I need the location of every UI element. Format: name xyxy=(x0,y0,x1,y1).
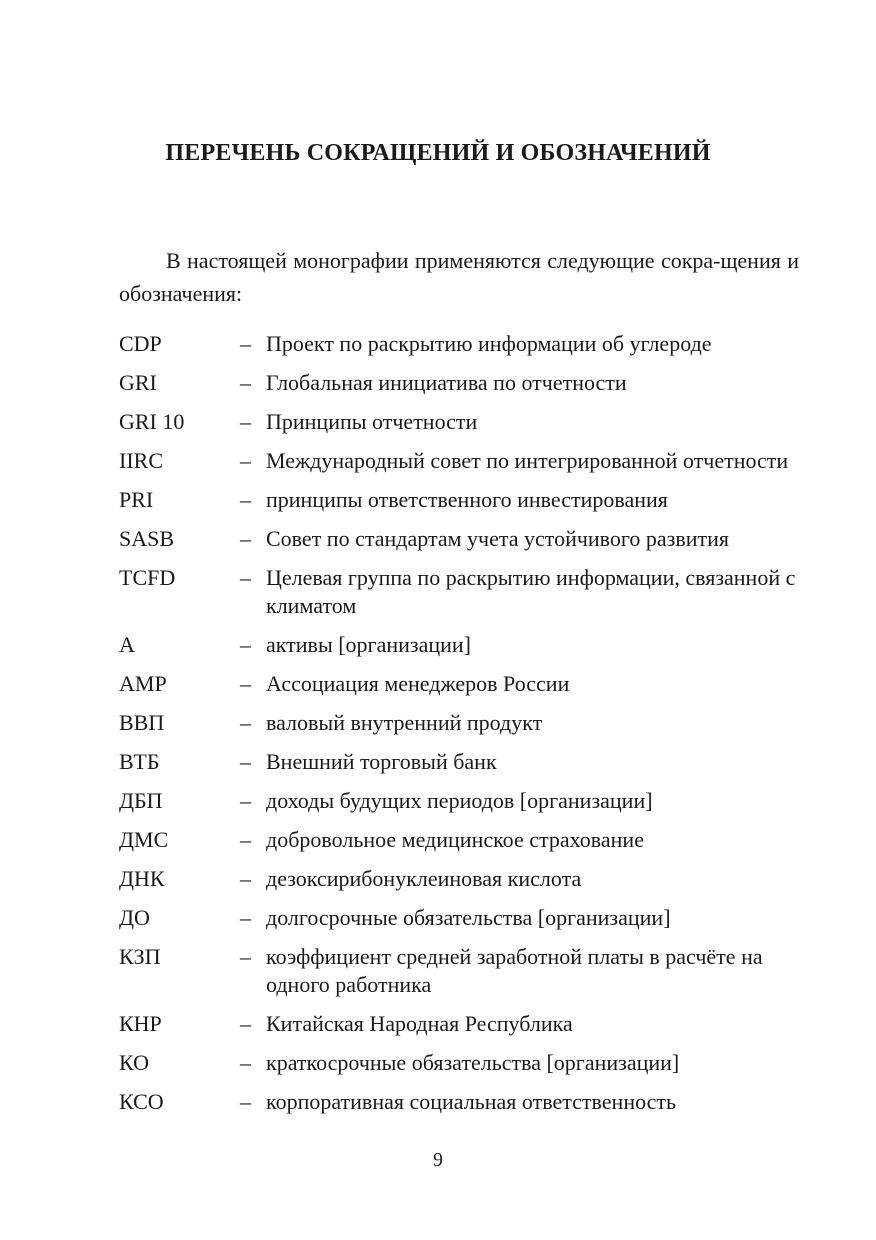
abbreviation-term: КНР xyxy=(119,1011,162,1036)
entry-dash: – xyxy=(240,487,251,512)
abbreviation-term: PRI xyxy=(119,487,154,512)
entry-dash: – xyxy=(240,448,251,473)
abbreviation-definition: коэффициент средней заработной платы в расчёте на одного работника xyxy=(266,944,763,997)
abbreviation-term: GRI xyxy=(119,370,157,395)
abbreviation-entry xyxy=(119,408,819,436)
abbreviation-term: ДБП xyxy=(119,788,163,813)
abbreviation-term: GRI 10 xyxy=(119,409,185,434)
abbreviation-term: КО xyxy=(119,1050,150,1075)
abbreviation-definition: Ассоциация менеджеров России xyxy=(266,671,570,696)
abbreviation-entry xyxy=(119,670,819,698)
abbreviation-definition: Целевая группа по раскрытию информации, связанной с климатом xyxy=(266,565,796,618)
entry-dash: – xyxy=(240,1050,251,1075)
abbreviation-entry xyxy=(119,709,819,737)
abbreviation-entry xyxy=(119,1010,819,1038)
abbreviation-definition: Международный совет по интегрированной отчетности xyxy=(266,448,789,473)
entry-dash: – xyxy=(240,866,251,891)
entry-dash: – xyxy=(240,710,251,735)
entry-dash: – xyxy=(240,409,251,434)
abbreviation-entry xyxy=(119,631,819,659)
abbreviation-entry xyxy=(119,943,819,999)
entry-dash: – xyxy=(240,827,251,852)
abbreviation-definition: доходы будущих периодов [организации] xyxy=(266,788,653,813)
intro-paragraph: В настоящей монографии применяются следующие сокра-щения и обозначения: xyxy=(119,248,799,306)
abbreviation-definition: дезоксирибонуклеиновая кислота xyxy=(266,866,582,891)
abbreviation-definition: валовый внутренний продукт xyxy=(266,710,543,735)
abbreviation-definition: активы [организации] xyxy=(266,632,471,657)
abbreviation-definition: Принципы отчетности xyxy=(266,409,478,434)
abbreviation-term: ДМС xyxy=(119,827,169,852)
abbreviation-definition: корпоративная социальная ответственность xyxy=(266,1089,677,1114)
abbreviation-definition: Проект по раскрытию информации об углероде xyxy=(266,331,712,356)
abbreviation-term: ДО xyxy=(119,905,150,930)
entry-dash: – xyxy=(240,1011,251,1036)
abbreviation-term: ДНК xyxy=(119,866,165,891)
abbreviation-entry xyxy=(119,865,819,893)
page-number: 9 xyxy=(433,1149,443,1171)
abbreviation-entry xyxy=(119,904,819,932)
entry-dash: – xyxy=(240,788,251,813)
abbreviation-term: TCFD xyxy=(119,565,176,590)
abbreviation-entry xyxy=(119,748,819,776)
abbreviation-term: А xyxy=(119,632,135,657)
abbreviation-definition: Совет по стандартам учета устойчивого развития xyxy=(266,526,730,551)
entry-dash: – xyxy=(240,632,251,657)
abbreviation-entry xyxy=(119,564,819,620)
abbreviation-definition: Внешний торговый банк xyxy=(266,749,497,774)
abbreviation-entry xyxy=(119,330,819,358)
entry-dash: – xyxy=(240,1089,251,1114)
abbreviation-definition: Глобальная инициатива по отчетности xyxy=(266,370,627,395)
abbreviation-entry xyxy=(119,447,819,475)
abbreviation-entry xyxy=(119,1049,819,1077)
entry-dash: – xyxy=(240,331,251,356)
entry-dash: – xyxy=(240,526,251,551)
abbreviation-definition: Китайская Народная Республика xyxy=(266,1011,573,1036)
abbreviation-entry xyxy=(119,525,819,553)
abbreviation-entry xyxy=(119,1088,819,1116)
abbreviation-term: КСО xyxy=(119,1089,164,1114)
abbreviation-term: ВТБ xyxy=(119,749,160,774)
abbreviation-definition: долгосрочные обязательства [организации] xyxy=(266,905,671,930)
abbreviation-term: SASB xyxy=(119,526,175,551)
entry-dash: – xyxy=(240,749,251,774)
entry-dash: – xyxy=(240,944,251,969)
abbreviation-list xyxy=(119,330,819,1127)
abbreviation-definition: краткосрочные обязательства [организации] xyxy=(266,1050,680,1075)
abbreviation-entry xyxy=(119,369,819,397)
abbreviation-entry xyxy=(119,787,819,815)
abbreviation-definition: принципы ответственного инвестирования xyxy=(266,487,668,512)
entry-dash: – xyxy=(240,370,251,395)
entry-dash: – xyxy=(240,671,251,696)
entry-dash: – xyxy=(240,565,251,590)
abbreviation-entry xyxy=(119,826,819,854)
abbreviation-term: IIRC xyxy=(119,448,163,473)
abbreviation-definition: добровольное медицинское страхование xyxy=(266,827,644,852)
abbreviation-term: CDP xyxy=(119,331,162,356)
abbreviation-entry xyxy=(119,486,819,514)
entry-dash: – xyxy=(240,905,251,930)
abbreviation-term: КЗП xyxy=(119,944,161,969)
page-title: ПЕРЕЧЕНЬ СОКРАЩЕНИЙ И ОБОЗНАЧЕНИЙ xyxy=(165,140,711,166)
abbreviation-term: АМР xyxy=(119,671,167,696)
abbreviation-term: ВВП xyxy=(119,710,165,735)
